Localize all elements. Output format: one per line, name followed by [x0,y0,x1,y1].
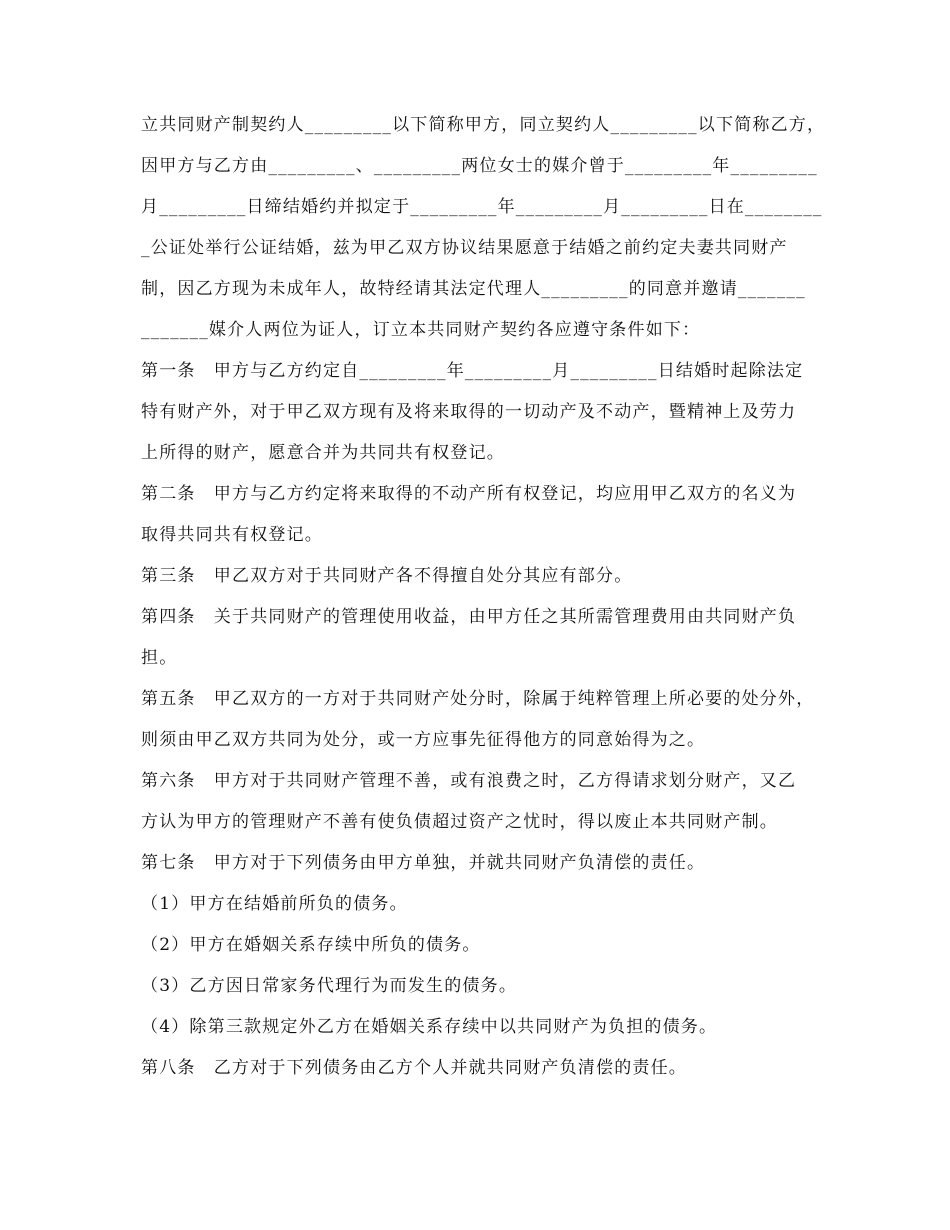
text-line: _______媒介人两位为证人，订立本共同财产契约各应遵守条件如下： [141,320,701,340]
article-1-line: 第一条 甲方与乙方约定自_________年_________月_________日结婚时起除法定 [141,361,804,381]
contract-body [141,105,826,1089]
text-line: 担。 [141,648,178,668]
article-2-line: 第二条 甲方与乙方约定将来取得的不动产所有权登记，均应用甲乙双方的名义为 [141,484,797,504]
article-5-line: 第五条 甲乙双方的一方对于共同财产处分时，除属于纯粹管理上所必要的处分外， [141,689,815,709]
article-8-line: 第八条 乙方对于下列债务由乙方个人并就共同财产负清偿的责任。 [141,1058,687,1078]
list-item: （4）除第三款规定外乙方在婚姻关系存续中以共同财产为负担的债务。 [141,1017,718,1037]
list-item: （1）甲方在结婚前所负的债务。 [141,894,408,914]
text-line: 上所得的财产，愿意合并为共同共有权登记。 [141,443,505,463]
text-line: _公证处举行公证结婚，兹为甲乙双方协议结果愿意于结婚之前约定夫妻共同财产 [141,238,788,258]
text-line: 特有财产外，对于甲乙双方现有及将来取得的一切动产及不动产，暨精神上及劳力 [141,402,797,422]
list-item: （2）甲方在婚姻关系存续中所负的债务。 [141,935,481,955]
article-4-line: 第四条 关于共同财产的管理使用收益，由甲方任之其所需管理费用由共同财产负 [141,607,797,627]
text-line: 方认为甲方的管理财产不善有使负债超过资产之忧时，得以废止本共同财产制。 [141,812,778,832]
text-line: 因甲方与乙方由_________、_________两位女士的媒介曾于_________年_________ [141,156,818,176]
text-line: 立共同财产制契约人_________以下简称甲方，同立契约人_________以下简称乙方， [141,115,826,135]
text-line: 取得共同共有权登记。 [141,525,323,545]
text-line: 则须由甲乙双方共同为处分，或一方应事先征得他方的同意始得为之。 [141,730,706,750]
text-line: 制，因乙方现为未成年人，故特经请其法定代理人_________的同意并邀请_______ [141,279,806,299]
article-3-line: 第三条 甲乙双方对于共同财产各不得擅自处分其应有部分。 [141,566,633,586]
list-item: （3）乙方因日常家务代理行为而发生的债务。 [141,976,518,996]
article-6-line: 第六条 甲方对于共同财产管理不善，或有浪费之时，乙方得请求划分财产，又乙 [141,771,797,791]
article-7-line: 第七条 甲方对于下列债务由甲方单独，并就共同财产负清偿的责任。 [141,853,706,873]
text-line: 月_________日缔结婚约并拟定于_________年_________月_________日在________ [141,197,823,217]
